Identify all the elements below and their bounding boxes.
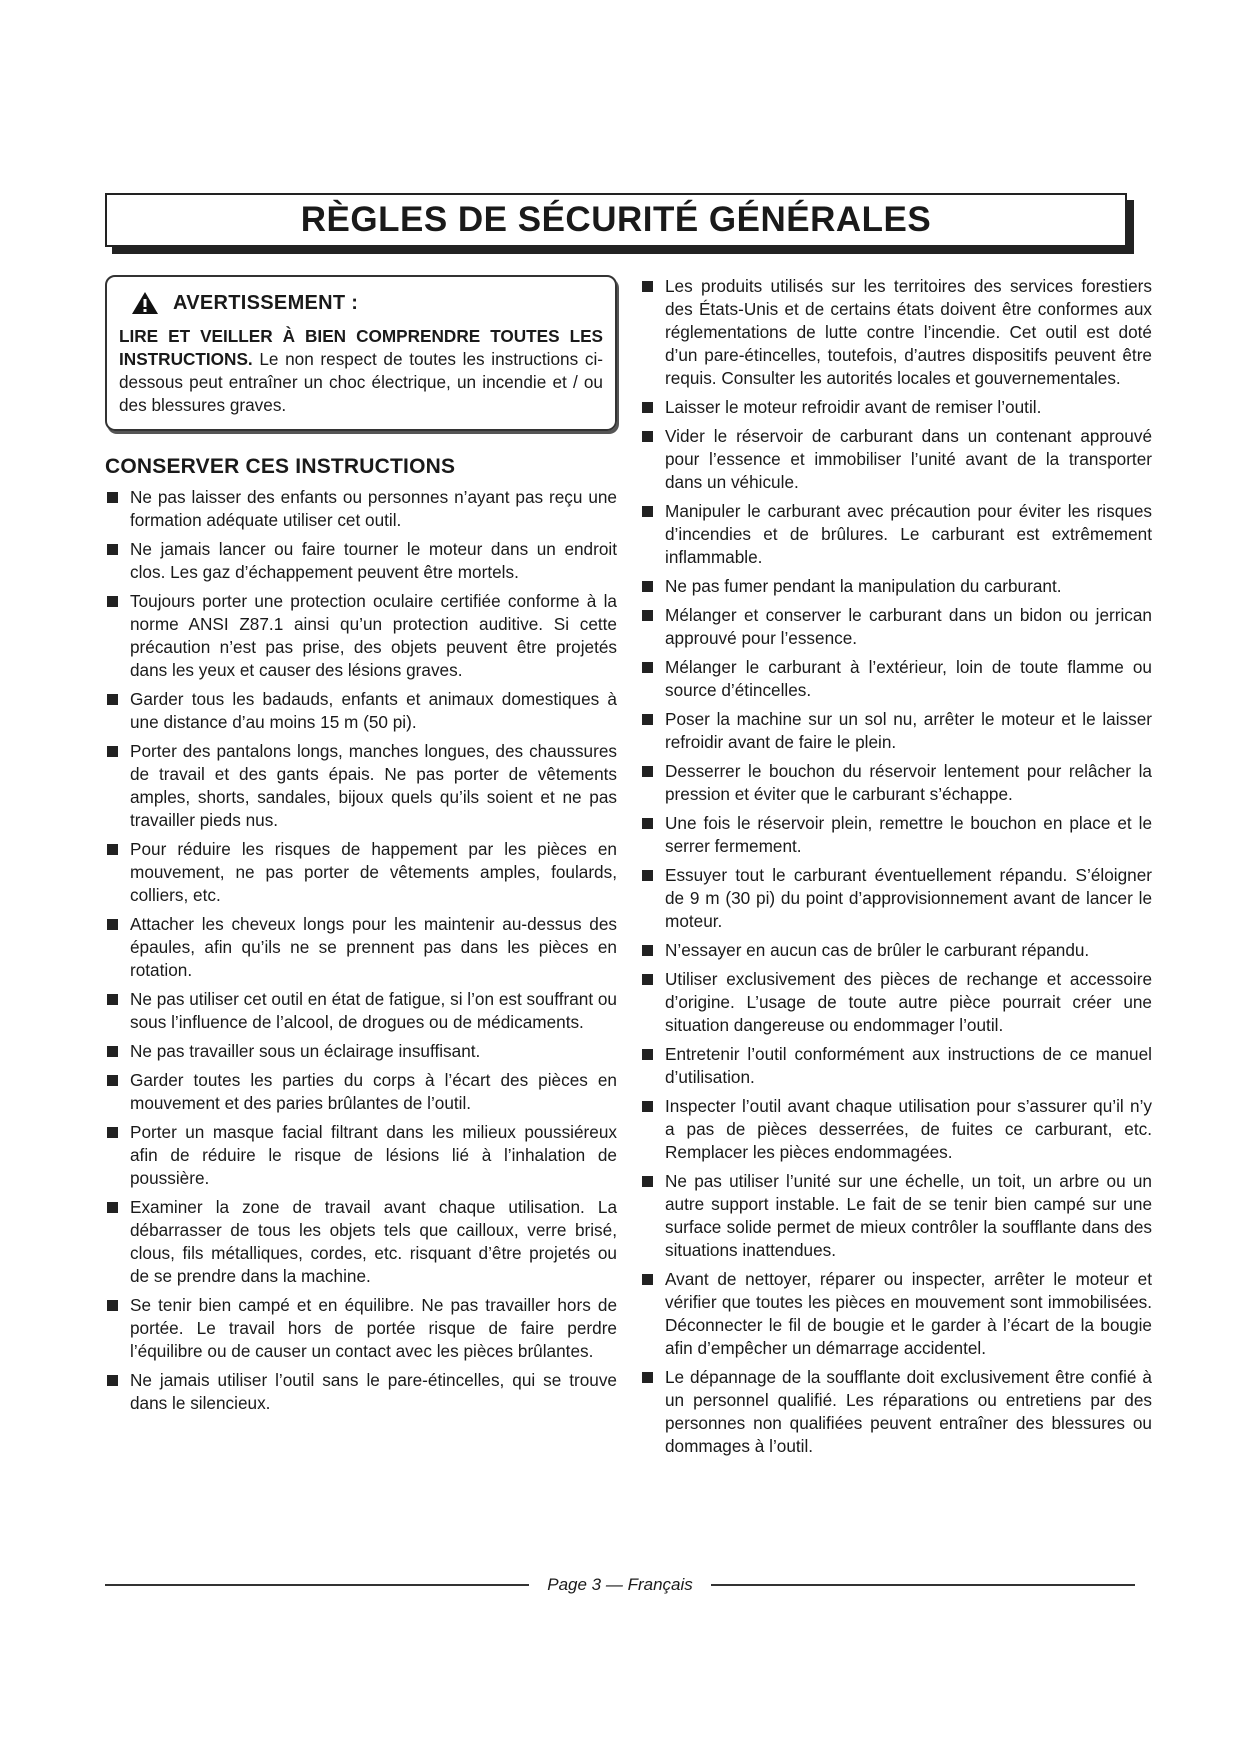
warning-body bbox=[119, 325, 603, 417]
list-item: Examiner la zone de travail avant chaque utilisation. La débarrasser de tous les objets tels que cailloux, verre brisé, clous, fils métalliques, cordes, etc. risquant d’être projetés ou de se prendre dans la machine. bbox=[105, 1196, 617, 1288]
list-item: Ne pas travailler sous un éclairage insuffisant. bbox=[105, 1040, 617, 1063]
list-item: Ne pas utiliser cet outil en état de fatigue, si l’on est souffrant ou sous l’influence de l’alcool, de drogues ou de médicaments. bbox=[105, 988, 617, 1034]
list-item: Mélanger et conserver le carburant dans un bidon ou jerrican approuvé pour l’essence. bbox=[640, 604, 1152, 650]
list-item: Avant de nettoyer, réparer ou inspecter, arrêter le moteur et vérifier que toutes les pièces en mouvement sont immobilisées. Déconnecter le fil de bougie et le garder à l’écart de la bougie afin d’empêcher un démarrage accidentel. bbox=[640, 1268, 1152, 1360]
warning-text: Le non respect de toutes les instructions ci-dessous peut entraîner un choc électrique, un incendie et / ou des blessures graves. bbox=[119, 349, 603, 415]
list-item: Pour réduire les risques de happement par les pièces en mouvement, ne pas porter de vêtements amples, foulards, colliers, etc. bbox=[105, 838, 617, 907]
list-item: Ne jamais lancer ou faire tourner le moteur dans un endroit clos. Les gaz d’échappement peuvent être mortels. bbox=[105, 538, 617, 584]
page-title: RÈGLES DE SÉCURITÉ GÉNÉRALES bbox=[300, 200, 932, 239]
list-item: Desserrer le bouchon du réservoir lentement pour relâcher la pression et éviter que le carburant s’échappe. bbox=[640, 760, 1152, 806]
list-item: Ne pas laisser des enfants ou personnes n’ayant pas reçu une formation adéquate utiliser cet outil. bbox=[105, 486, 617, 532]
page-number: Page 3 — Français bbox=[547, 1575, 693, 1594]
right-column bbox=[640, 275, 1152, 1464]
left-bullet-list bbox=[105, 486, 617, 1415]
list-item: Le dépannage de la soufflante doit exclusivement être confié à un personnel qualifié. Les réparations ou entretiens par des personnes non qualifiées peuvent entraîner des blessures ou dommages à l’outil. bbox=[640, 1366, 1152, 1458]
list-item: Une fois le réservoir plein, remettre le bouchon en place et le serrer fermement. bbox=[640, 812, 1152, 858]
list-item: N’essayer en aucun cas de brûler le carburant répandu. bbox=[640, 939, 1152, 962]
warning-box bbox=[105, 275, 617, 431]
list-item: Garder tous les badauds, enfants et animaux domestiques à une distance d’au moins 15 m (50 pi). bbox=[105, 688, 617, 734]
list-item: Vider le réservoir de carburant dans un contenant approuvé pour l’essence et immobiliser l’unité avant de la transporter dans un véhicule. bbox=[640, 425, 1152, 494]
list-item: Se tenir bien campé et en équilibre. Ne pas travailler hors de portée. Le travail hors de portée risque de faire perdre l’équilibre ou de causer un contact avec les pièces brûlantes. bbox=[105, 1294, 617, 1363]
page-footer bbox=[105, 1575, 1135, 1595]
warning-triangle-icon bbox=[131, 291, 159, 315]
list-item: Porter un masque facial filtrant dans les milieux poussiéreux afin de réduire le risque de lésions lié à l’inhalation de poussière. bbox=[105, 1121, 617, 1190]
list-item: Ne pas utiliser l’unité sur une échelle, un toit, un arbre ou un autre support instable. Le fait de se tenir bien campé sur une surface solide permet de mieux contrôler la soufflante dans des situations inattendues. bbox=[640, 1170, 1152, 1262]
list-item: Ne pas fumer pendant la manipulation du carburant. bbox=[640, 575, 1152, 598]
list-item: Mélanger le carburant à l’extérieur, loin de toute flamme ou source d’étincelles. bbox=[640, 656, 1152, 702]
section-title: CONSERVER CES INSTRUCTIONS bbox=[105, 455, 456, 478]
warning-heading bbox=[131, 291, 603, 315]
list-item: Toujours porter une protection oculaire certifiée conforme à la norme ANSI Z87.1 ainsi qu’un protection auditive. Si cette précaution n’est pas prise, des objets peuvent être projetés dans les yeux et causer des lésions graves. bbox=[105, 590, 617, 682]
footer-rule-right bbox=[711, 1584, 1135, 1586]
right-bullet-list bbox=[640, 275, 1152, 1458]
list-item: Garder toutes les parties du corps à l’écart des pièces en mouvement et des paries brûlantes de l’outil. bbox=[105, 1069, 617, 1115]
list-item: Entretenir l’outil conformément aux instructions de ce manuel d’utilisation. bbox=[640, 1043, 1152, 1089]
left-column bbox=[105, 275, 617, 1421]
list-item: Ne jamais utiliser l’outil sans le pare-étincelles, qui se trouve dans le silencieux. bbox=[105, 1369, 617, 1415]
list-item: Poser la machine sur un sol nu, arrêter le moteur et le laisser refroidir avant de faire le plein. bbox=[640, 708, 1152, 754]
page-title-box bbox=[105, 193, 1127, 247]
list-item: Porter des pantalons longs, manches longues, des chaussures de travail et des gants épais. Ne pas porter de vêtements amples, shorts, sandales, bijoux quels qu’ils soient et ne pas travailler pieds nus. bbox=[105, 740, 617, 832]
list-item: Manipuler le carburant avec précaution pour éviter les risques d’incendies et de brûlures. Le carburant est extrêmement inflammable. bbox=[640, 500, 1152, 569]
list-item: Inspecter l’outil avant chaque utilisation pour s’assurer qu’il n’y a pas de pièces desserrées, de fuites ce carburant, etc. Remplacer les pièces endommagées. bbox=[640, 1095, 1152, 1164]
list-item: Attacher les cheveux longs pour les maintenir au-dessus des épaules, afin qu’ils ne se prennent pas dans les pièces en rotation. bbox=[105, 913, 617, 982]
warning-heading-text: AVERTISSEMENT : bbox=[173, 291, 359, 314]
footer-rule-left bbox=[105, 1584, 529, 1586]
warning-bold-text: LIRE ET VEILLER À BIEN COMPRENDRE TOUTES LES INSTRUCTIONS. bbox=[119, 326, 603, 369]
list-item: Laisser le moteur refroidir avant de remiser l’outil. bbox=[640, 396, 1152, 419]
list-item: Essuyer tout le carburant éventuellement répandu. S’éloigner de 9 m (30 pi) du point d’approvisionnement avant de lancer le moteur. bbox=[640, 864, 1152, 933]
list-item: Les produits utilisés sur les territoires des services forestiers des États-Unis et de certains états doivent être conformes aux réglementations de lutte contre l’incendie. Cet outil est doté d’un pare-étincelles, toutefois, d’autres dispositifs peuvent être requis. Consulter les autorités locales et gouvernementales. bbox=[640, 275, 1152, 390]
list-item: Utiliser exclusivement des pièces de rechange et accessoire d’origine. L’usage de toute autre pièce pourrait créer une situation dangereuse ou endommager l’outil. bbox=[640, 968, 1152, 1037]
